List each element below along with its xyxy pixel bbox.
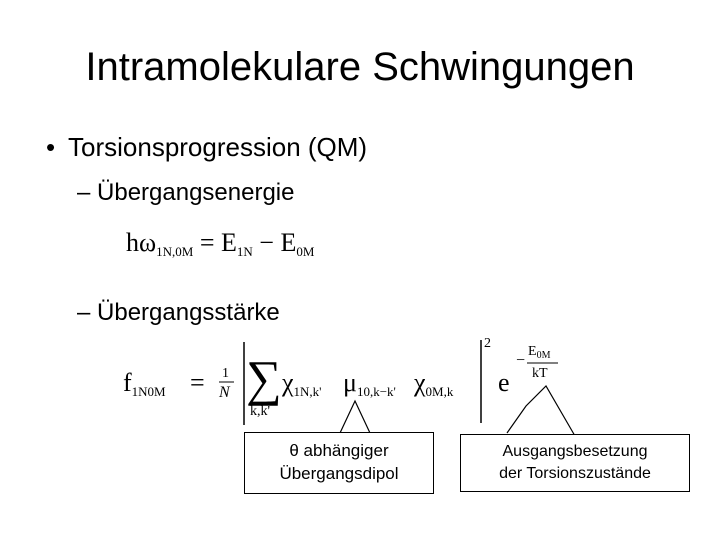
annotation-besetzung-line2: der Torsionszustände	[499, 465, 651, 482]
eq2-mu-sub: 10,k−k'	[356, 384, 396, 399]
annotation-dipol-line1: θ abhängiger	[289, 441, 389, 460]
eq1-equals: =	[199, 228, 215, 257]
eq2-exp-minus: −	[516, 352, 526, 369]
eq2-frac-num: 1	[222, 366, 229, 381]
eq1-omega: ω	[139, 228, 157, 257]
callout-line-besetzung	[507, 386, 575, 436]
sub-item-strength-text: Übergangsstärke	[97, 299, 280, 326]
sub-item-energy-text: Übergangsenergie	[97, 179, 295, 206]
eq2-equals: =	[190, 368, 205, 397]
eq1-minus: −	[259, 228, 274, 257]
eq2-mu-symbol: μ	[343, 368, 357, 397]
eq2-exp-num-symbol: E	[528, 344, 537, 359]
eq1-E2-sub: 0M	[296, 244, 315, 259]
eq1-omega-sub: 1N,0M	[156, 244, 194, 259]
eq1-E2: E	[280, 228, 297, 257]
bullet-text: Torsionsprogression (QM)	[68, 132, 368, 162]
eq2-sigma-sub: k,k'	[250, 404, 271, 419]
eq2-power: 2	[484, 336, 491, 351]
eq1-E1: E	[221, 228, 237, 257]
eq2-sigma: ∑	[246, 350, 282, 406]
annotation-dipol-box	[244, 432, 434, 494]
eq1-h: h	[126, 228, 139, 257]
eq2-chi1-sub: 1N,k'	[293, 384, 322, 399]
eq2-chi2-symbol: χ	[414, 368, 426, 397]
bullet-dot: •	[46, 132, 56, 162]
annotation-dipol-line2: Übergangsdipol	[279, 464, 399, 483]
eq2-exp-den: kT	[532, 366, 548, 381]
eq2-f-symbol: f	[123, 368, 132, 397]
eq2-f-sub: 1N0M	[131, 384, 166, 399]
eq2-e: e	[498, 368, 510, 397]
eq2-chi2-sub: 0M,k	[425, 384, 454, 399]
eq2-exp-num-sub: 0M	[536, 350, 551, 361]
eq2-chi1-symbol: χ	[282, 368, 294, 397]
eq1-E1-sub: 1N	[236, 244, 253, 259]
annotation-besetzung-line1: Ausgangsbesetzung	[502, 443, 648, 460]
slide-title: Intramolekulare Schwingungen	[85, 45, 635, 89]
callout-line-dipol	[340, 401, 370, 433]
dash: –	[77, 179, 98, 206]
eq2-frac-den: N	[219, 384, 230, 401]
dash: –	[77, 299, 98, 326]
annotation-besetzung-box	[460, 434, 690, 492]
